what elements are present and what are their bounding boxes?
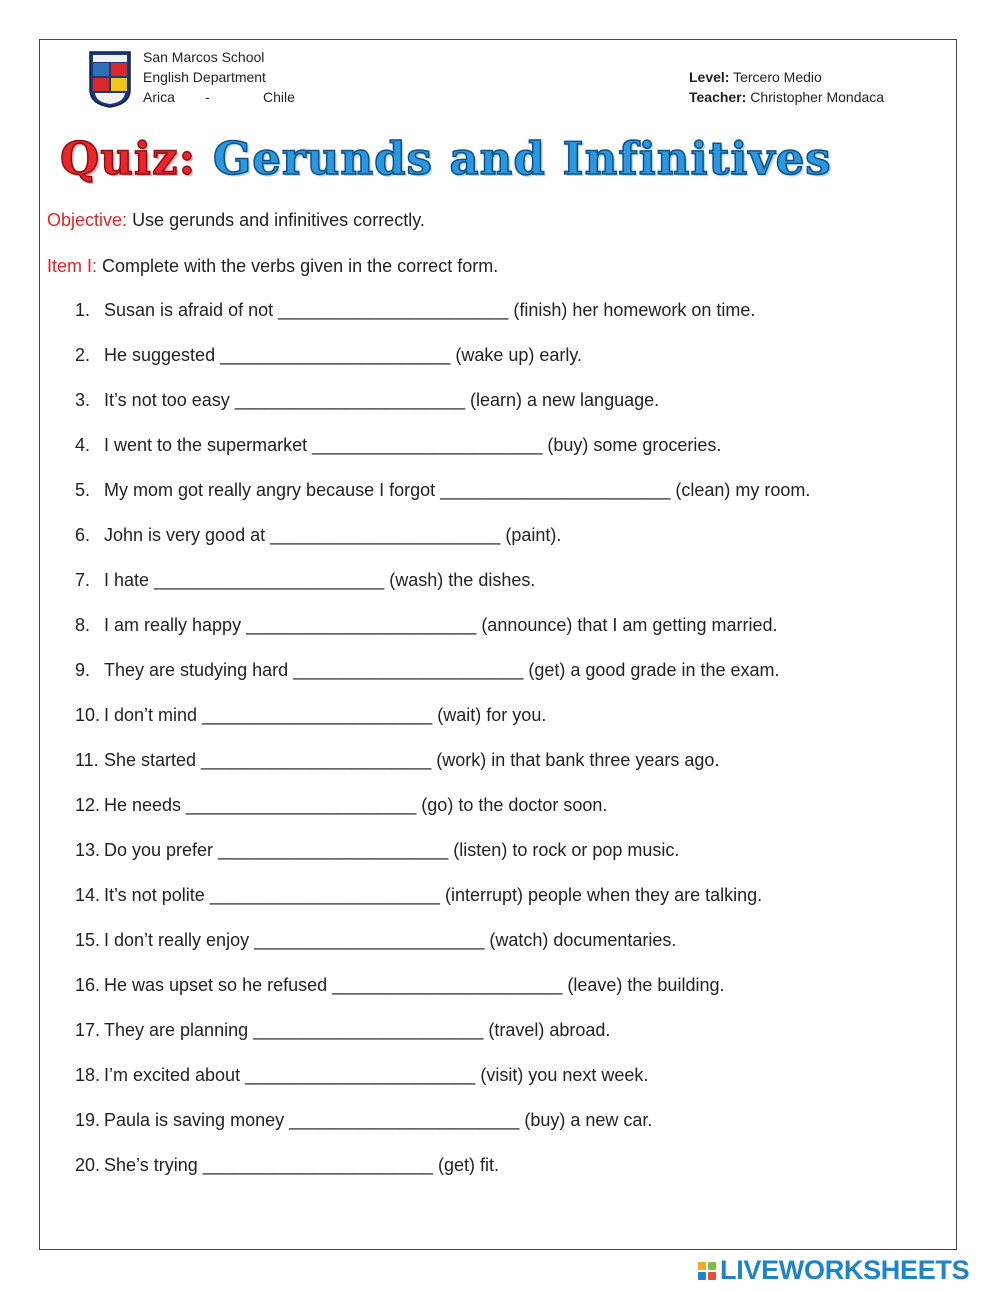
exercise-text: I don’t mind _______________________ (wait) for you. bbox=[104, 705, 547, 725]
exercise-number: 19. bbox=[75, 1110, 101, 1130]
title-prefix: Quiz: bbox=[60, 132, 197, 185]
exercise-item bbox=[75, 973, 810, 1018]
exercise-number: 18. bbox=[75, 1065, 101, 1085]
exercise-item bbox=[75, 523, 810, 568]
exercise-text: I don’t really enjoy _______________________ (watch) documentaries. bbox=[104, 930, 677, 950]
school-department: English Department bbox=[143, 69, 266, 85]
exercise-text: I’m excited about _______________________ (visit) you next week. bbox=[104, 1065, 649, 1085]
class-meta bbox=[689, 67, 884, 107]
exercise-number: 12. bbox=[75, 795, 101, 815]
exercise-list bbox=[75, 298, 810, 1198]
liveworksheets-tiles-icon bbox=[698, 1262, 716, 1280]
page-title bbox=[60, 127, 940, 191]
exercise-number: 2. bbox=[75, 345, 91, 365]
exercise-number: 9. bbox=[75, 660, 91, 680]
exercise-number: 10. bbox=[75, 705, 101, 725]
exercise-item bbox=[75, 928, 810, 973]
school-crest-logo bbox=[88, 50, 132, 108]
exercise-number: 11. bbox=[75, 750, 99, 770]
exercise-text: He needs _______________________ (go) to the doctor soon. bbox=[104, 795, 608, 815]
exercise-item bbox=[75, 748, 810, 793]
exercise-item bbox=[75, 838, 810, 883]
school-info bbox=[143, 47, 295, 107]
teacher-label: Teacher: bbox=[689, 89, 747, 105]
exercise-item bbox=[75, 568, 810, 613]
exercise-text: My mom got really angry because I forgot _______________________ (clean) my room. bbox=[104, 480, 811, 500]
school-name: San Marcos School bbox=[143, 49, 265, 65]
teacher-value: Christopher Mondaca bbox=[750, 89, 885, 105]
objective-text: Use gerunds and infinitives correctly. bbox=[132, 210, 425, 230]
item-one-instructions bbox=[47, 256, 498, 277]
school-city: Arica bbox=[143, 89, 175, 105]
exercise-text: She started _______________________ (work) in that bank three years ago. bbox=[104, 750, 720, 770]
exercise-number: 4. bbox=[75, 435, 91, 455]
level-label: Level: bbox=[689, 69, 730, 85]
exercise-item bbox=[75, 1153, 810, 1198]
objective-label: Objective: bbox=[47, 210, 128, 230]
exercise-text: I am really happy _______________________ (announce) that I am getting married. bbox=[104, 615, 778, 635]
exercise-item bbox=[75, 658, 810, 703]
exercise-number: 15. bbox=[75, 930, 101, 950]
item-one-label: Item I: bbox=[47, 256, 98, 276]
exercise-text: It’s not polite _______________________ (interrupt) people when they are talking. bbox=[104, 885, 763, 905]
exercise-item bbox=[75, 613, 810, 658]
liveworksheets-logo bbox=[698, 1255, 969, 1286]
exercise-number: 7. bbox=[75, 570, 91, 590]
exercise-number: 16. bbox=[75, 975, 101, 995]
exercise-number: 6. bbox=[75, 525, 91, 545]
liveworksheets-wordmark: LIVEWORKSHEETS bbox=[720, 1255, 970, 1285]
school-country: Chile bbox=[263, 89, 295, 105]
exercise-item bbox=[75, 343, 810, 388]
exercise-text: He was upset so he refused _______________________ (leave) the building. bbox=[104, 975, 725, 995]
exercise-text: I hate _______________________ (wash) the dishes. bbox=[104, 570, 536, 590]
item-one-text: Complete with the verbs given in the correct form. bbox=[102, 256, 499, 276]
level-value: Tercero Medio bbox=[733, 69, 822, 85]
exercise-text: It’s not too easy _______________________ (learn) a new language. bbox=[104, 390, 660, 410]
exercise-number: 14. bbox=[75, 885, 101, 905]
exercise-item bbox=[75, 1018, 810, 1063]
exercise-number: 3. bbox=[75, 390, 91, 410]
exercise-text: He suggested _______________________ (wake up) early. bbox=[104, 345, 583, 365]
location-separator: - bbox=[205, 89, 210, 105]
exercise-number: 13. bbox=[75, 840, 101, 860]
title-main: Gerunds and Infinitives bbox=[212, 132, 832, 185]
exercise-number: 5. bbox=[75, 480, 91, 500]
exercise-item bbox=[75, 1063, 810, 1108]
exercise-text: Do you prefer _______________________ (listen) to rock or pop music. bbox=[104, 840, 680, 860]
exercise-text: She’s trying _______________________ (get) fit. bbox=[104, 1155, 499, 1175]
exercise-number: 8. bbox=[75, 615, 91, 635]
exercise-text: They are studying hard _______________________ (get) a good grade in the exam. bbox=[104, 660, 780, 680]
exercise-number: 1. bbox=[75, 300, 91, 320]
exercise-item bbox=[75, 703, 810, 748]
exercise-text: Paula is saving money _______________________ (buy) a new car. bbox=[104, 1110, 653, 1130]
exercise-item bbox=[75, 1108, 810, 1153]
exercise-item bbox=[75, 298, 810, 343]
objective-line bbox=[47, 210, 425, 231]
exercise-number: 20. bbox=[75, 1155, 101, 1175]
exercise-text: John is very good at _______________________ (paint). bbox=[104, 525, 562, 545]
exercise-text: They are planning _______________________ (travel) abroad. bbox=[104, 1020, 611, 1040]
exercise-item bbox=[75, 433, 810, 478]
exercise-item bbox=[75, 883, 810, 928]
exercise-number: 17. bbox=[75, 1020, 101, 1040]
school-location bbox=[143, 87, 295, 107]
exercise-item bbox=[75, 793, 810, 838]
exercise-text: Susan is afraid of not _______________________ (finish) her homework on time. bbox=[104, 300, 756, 320]
exercise-item bbox=[75, 388, 810, 433]
exercise-text: I went to the supermarket _______________________ (buy) some groceries. bbox=[104, 435, 722, 455]
exercise-item bbox=[75, 478, 810, 523]
